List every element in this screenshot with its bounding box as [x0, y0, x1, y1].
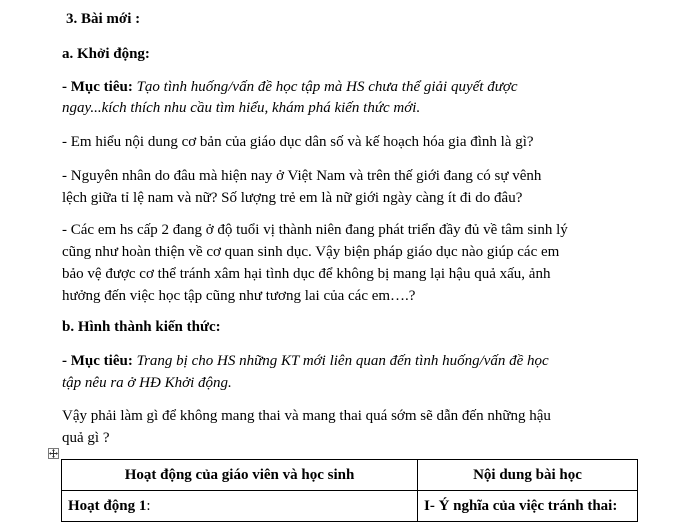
part-b-goal-label: - Mục tiêu: [62, 353, 133, 369]
section-heading: 3. Bài mới : [66, 11, 141, 27]
part-b-question-line-1: Vậy phải làm gì để không mang thai và mang thai quá sớm sẽ dẫn đến những hậu [62, 408, 551, 424]
activity-1-label: Hoạt động 1 [68, 498, 147, 514]
part-a-goal-line-2: ngay...kích thích nhu cầu tìm hiểu, khám phá kiến thức mới. [62, 100, 421, 116]
part-a-question-3-line-1: - Các em hs cấp 2 đang ở độ tuổi vị thành niên đang phát triển đầy đủ về tâm sinh lý [62, 222, 568, 238]
part-a-question-1: - Em hiểu nội dung cơ bản của giáo dục dân số và kế hoạch hóa gia đình là gì? [62, 134, 534, 150]
part-a-goal-line-1 [62, 78, 518, 96]
table-header-row [62, 460, 638, 491]
part-b-goal-text-1: Trang bị cho HS những KT mới liên quan đến tình huống/vấn đề học [132, 353, 549, 369]
part-a-question-3-line-4: hưởng đến việc học tập cũng như tương lai của các em….? [62, 288, 416, 304]
part-a-goal-text-1: Tạo tình huống/vấn đề học tập mà HS chưa thể giải quyết được [132, 79, 518, 95]
activity-1-colon: : [146, 498, 151, 514]
part-a-goal-label: - Mục tiêu: [62, 79, 133, 95]
part-b-question-line-2: quả gì ? [62, 430, 110, 446]
table-row [62, 491, 638, 522]
table-cell-content-1: I- Ý nghĩa của việc tránh thai: [418, 491, 638, 522]
part-b-goal-line-1 [62, 352, 549, 370]
table-cell-activity-1 [62, 491, 418, 522]
table-header-activities: Hoạt động của giáo viên và học sinh [62, 460, 418, 491]
part-b-goal-line-2: tập nêu ra ở HĐ Khởi động. [62, 375, 232, 391]
part-a-question-3-line-2: cũng như hoàn thiện về cơ quan sinh dục. Vậy biện pháp giáo dục nào giúp các em [62, 244, 560, 260]
part-b-heading: b. Hình thành kiến thức: [62, 319, 221, 335]
part-a-question-2-line-1: - Nguyên nhân do đâu mà hiện nay ở Việt Nam và trên thế giới đang có sự vênh [62, 168, 542, 184]
part-a-heading: a. Khởi động: [62, 46, 150, 62]
part-a-question-3-line-3: bảo vệ được cơ thể tránh xâm hại tình dục để không bị mang lại hậu quả xấu, ảnh [62, 266, 551, 282]
table-move-handle-icon[interactable] [48, 448, 59, 459]
lesson-table [61, 459, 638, 522]
table-header-content: Nội dung bài học [418, 460, 638, 491]
part-a-question-2-line-2: lệch giữa tỉ lệ nam và nữ? Số lượng trẻ em là nữ giới ngày càng ít đi do đâu? [62, 190, 523, 206]
